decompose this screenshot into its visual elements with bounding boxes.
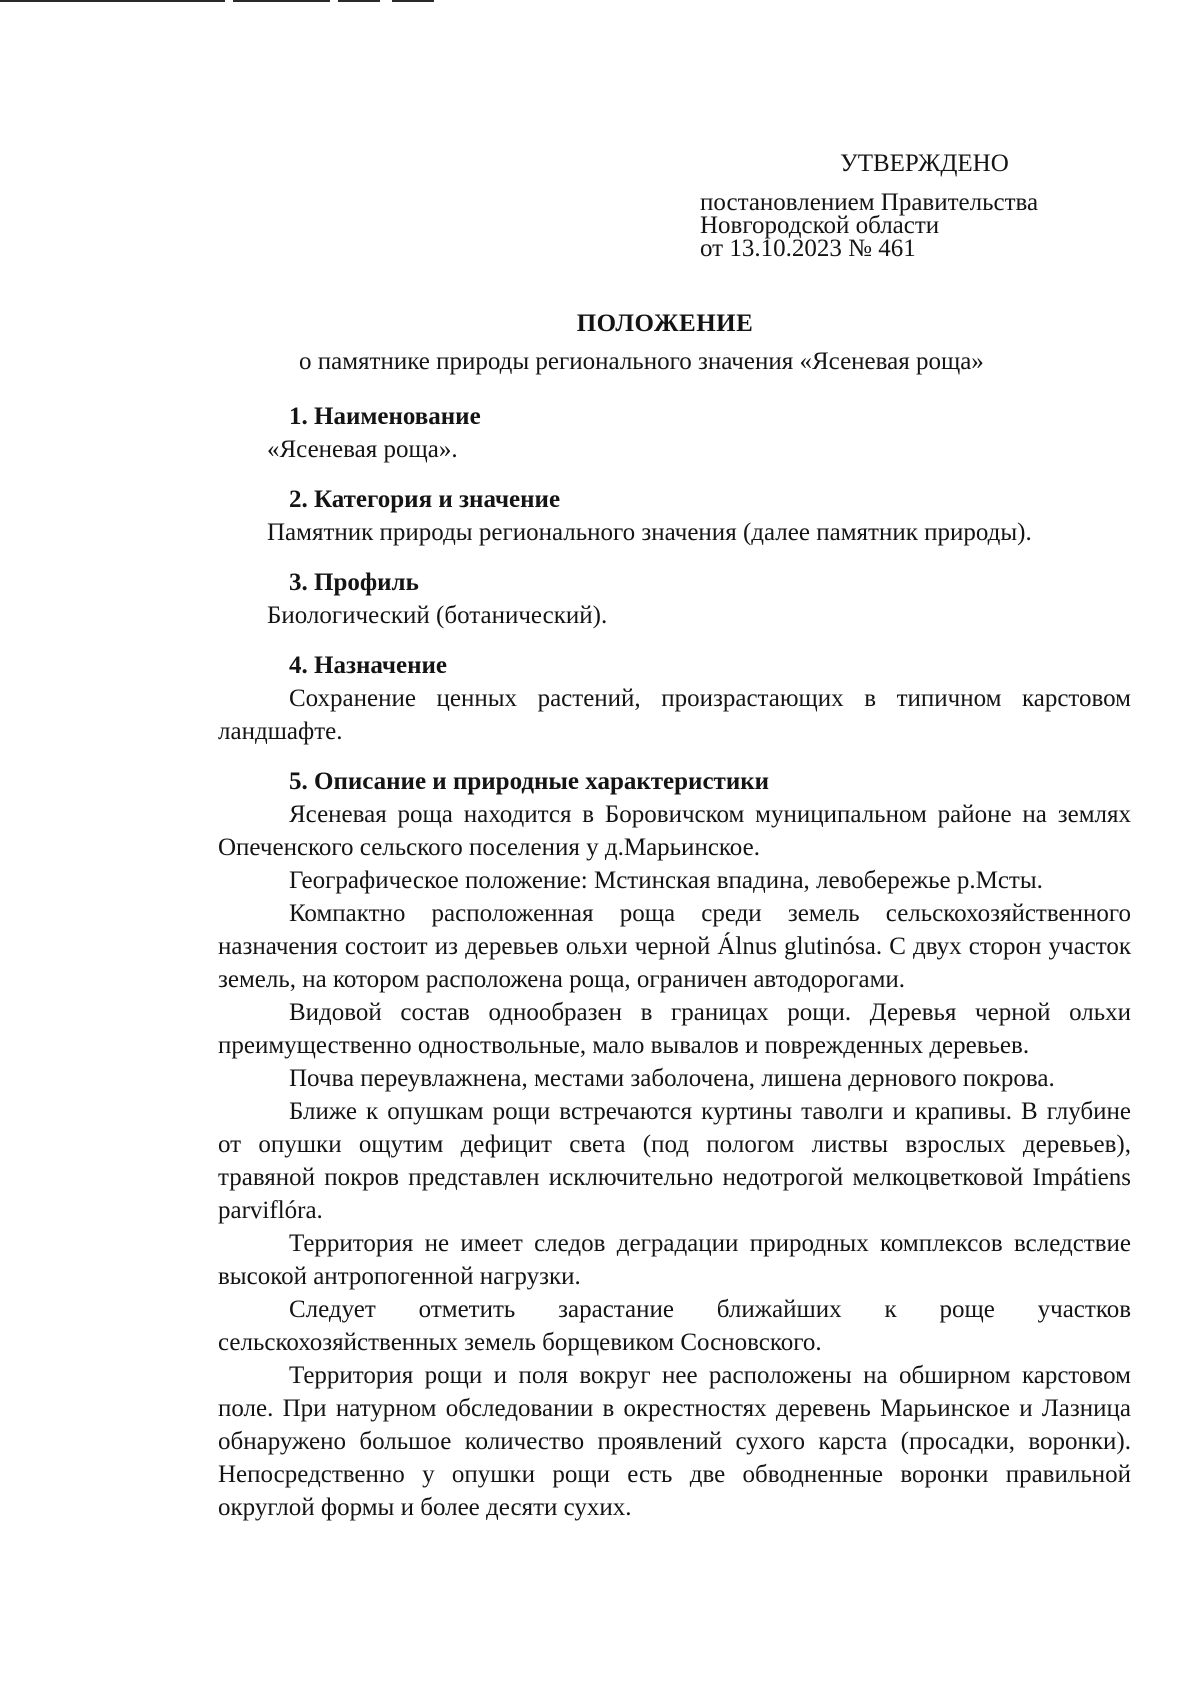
section-purpose (218, 649, 1131, 748)
approval-heading: УТВЕРЖДЕНО (840, 150, 1009, 177)
section-paragraph: Видовой состав однообразен в границах рощи. Деревья черной ольхи преимущественно одноствольные, мало вывалов и поврежденных деревьев. (218, 999, 1131, 1059)
section-heading: 5. Описание и природные характеристики (289, 768, 770, 795)
approval-block (700, 152, 1038, 260)
section-heading: 3. Профиль (289, 569, 419, 596)
approval-line-2: Новгородской области (700, 212, 940, 239)
section-description (218, 765, 1131, 1524)
section-paragraph: Памятник природы регионального значения (далее памятник природы). (267, 519, 1032, 546)
approval-line-1: постановлением Правительства (700, 189, 1039, 216)
document-body (218, 400, 1131, 1541)
section-paragraph: Ясеневая роща находится в Боровичском муниципальном районе на землях Опеченского сельского поселения у д.Марьинское. (218, 801, 1131, 861)
section-paragraph: Компактно расположенная роща среди земель сельскохозяйственного назначения состоит из деревьев ольхи черной Álnus glutinósa. С двух сторон участок земель, на котором расположена роща, ограничен автодорогами. (218, 900, 1131, 993)
section-paragraph: Следует отметить зарастание ближайших к роще участков сельскохозяйственных земель борщевиком Сосновского. (218, 1296, 1131, 1356)
section-paragraph: Ближе к опушкам рощи встречаются куртины таволги и крапивы. В глубине от опушки ощутим дефицит света (под пологом листвы взрослых деревьев), травяной покров представлен исключительно недотрогой мелкоцветковой Impátiens parviflóra. (218, 1098, 1131, 1224)
section-heading: 1. Наименование (289, 403, 481, 430)
section-category (218, 483, 1131, 549)
section-heading: 4. Назначение (289, 652, 447, 679)
section-heading: 2. Категория и значение (289, 486, 561, 513)
document-subtitle: о памятнике природы регионального значения «Ясеневая роща» (299, 348, 984, 375)
section-profile (218, 566, 1131, 632)
scan-top-line (0, 0, 500, 6)
section-paragraph: Биологический (ботанический). (267, 602, 608, 629)
section-paragraph: «Ясеневая роща». (267, 436, 458, 463)
section-name (218, 400, 1131, 466)
section-paragraph: Географическое положение: Мстинская впадина, левобережье р.Мсты. (289, 867, 1043, 894)
section-paragraph: Сохранение ценных растений, произрастающих в типичном карстовом ландшафте. (218, 685, 1131, 745)
section-paragraph: Почва переувлажнена, местами заболочена, лишена дернового покрова. (289, 1065, 1055, 1092)
section-paragraph: Территория не имеет следов деградации природных комплексов вследствие высокой антропогенной нагрузки. (218, 1230, 1131, 1290)
document-title: ПОЛОЖЕНИЕ (576, 310, 754, 337)
approval-line-3: от 13.10.2023 № 461 (700, 235, 916, 262)
section-paragraph: Территория рощи и поля вокруг нее расположены на обширном карстовом поле. При натурном обследовании в окрестностях деревень Марьинское и Лазница обнаружено большое количество проявлений сухого карста (просадки, воронки). Непосредственно у опушки рощи есть две обводненные воронки правильной округлой формы и более десяти сухих. (218, 1362, 1131, 1521)
